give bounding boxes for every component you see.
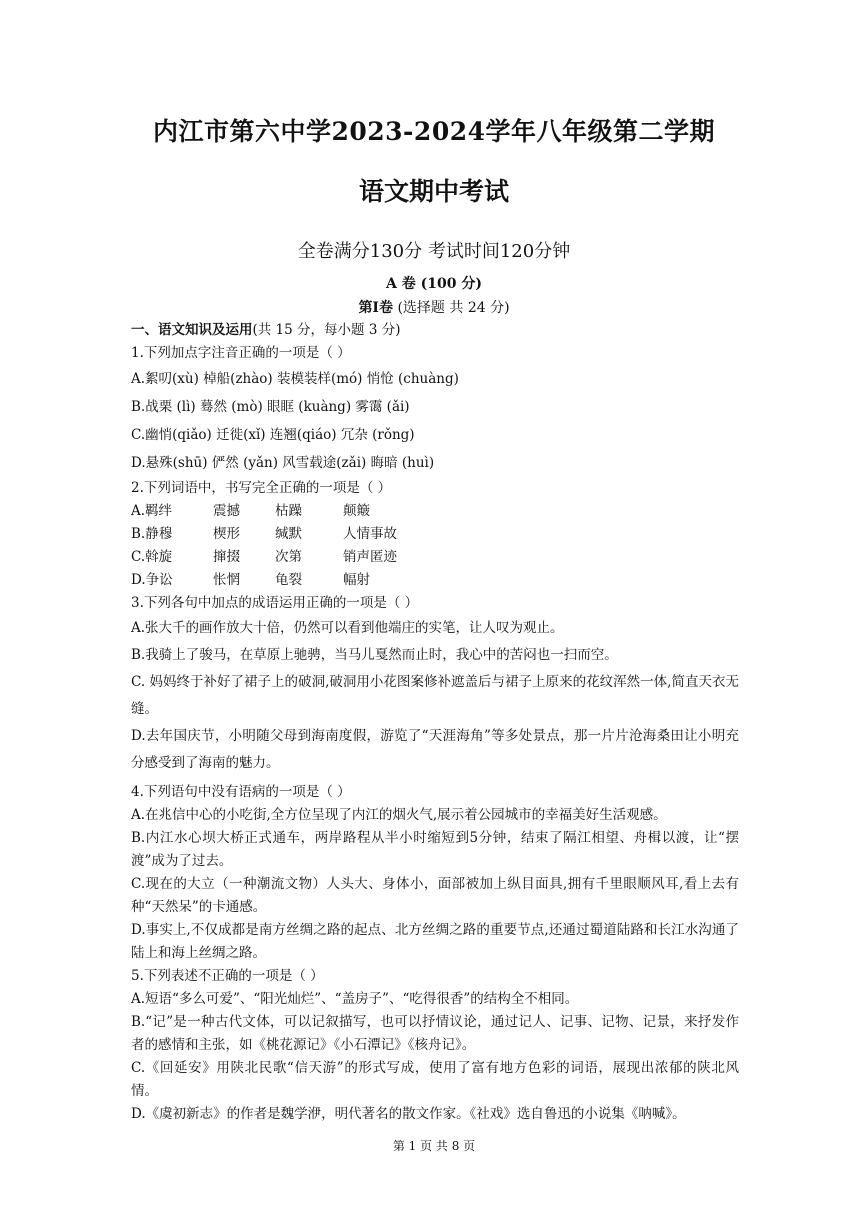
question-2-option-d [131,569,739,592]
question-3-option-a: A.张大千的画作放大十倍，仍然可以看到他端庄的实笔，让人叹为观止。 [131,620,564,636]
word: D.争讼 [131,572,173,588]
question-5-option-d: D.《虞初新志》的作者是魏学洢，明代著名的散文作家。《社戏》选自鲁迅的小说集《呐喊》。 [131,1106,686,1122]
question-4-option-b: B.内江水心坝大桥正式通车，两岸路程从半小时缩短到5分钟，结束了隔江相望、舟楫以渡，让“摆渡”成为了过去。 [131,830,739,869]
word: B.静穆 [131,526,173,542]
volume-heading [0,297,868,317]
question-3-stem: 3.下列各句中加点的成语运用正确的一项是（ ） [131,595,419,611]
word: A.羁绊 [131,503,173,519]
question-4-option-a: A.在兆信中心的小吃街,全方位呈现了内江的烟火气,展示着公园城市的幸福美好生活观感。 [131,807,667,823]
exam-title-line1: 内江市第六中学2023-2024学年八年级第二学期 [152,117,716,146]
question-1-stem: 1.下列加点字注音正确的一项是（ ） [131,345,351,361]
section-title: 一、语文知识及运用 [131,322,253,338]
question-4-stem: 4.下列语句中没有语病的一项是（ ） [131,784,351,800]
question-1-option-b: B.战栗 (lì) 蓦然 (mò) 眼眶 (kuàng) 雾霭 (ǎi) [131,399,410,415]
question-1-option-a: A.絮叨(xù) 棹船(zhào) 装模装样(mó) 悄怆 (chuàng) [131,371,459,387]
question-5-option-b: B.“记”是一种古代文体，可以记叙描写，也可以抒情议论，通过记人、记事、记物、记景，来抒发作者的感情和主张，如《桃花源记》《小石潭记》《核舟记》。 [131,1014,739,1053]
word: 龟裂 [275,572,302,588]
question-2-option-b [131,523,739,546]
word: 次第 [275,549,302,565]
question-5-stem: 5.下列表述不正确的一项是（ ） [131,968,324,984]
question-2-stem: 2.下列词语中，书写完全正确的一项是（ ） [131,480,392,496]
word: 销声匿迹 [343,549,397,565]
question-5-option-a: A.短语“多么可爱”、“阳光灿烂”、“盖房子”、“吃得很香”的结构全不相同。 [131,991,579,1007]
exam-subtitle: 全卷满分130分 考试时间120分钟 [297,241,571,262]
word: 颠簸 [343,503,370,519]
question-5-option-c: C.《回延安》用陕北民歌“信天游”的形式写成，使用了富有地方色彩的词语，展现出浓郁的陕北风情。 [131,1060,739,1099]
question-3-option-d: D.去年国庆节，小明随父母到海南度假，游览了“天涯海角”等多处景点，那一片片沧海桑田让小明充分感受到了海南的魅力。 [131,728,739,771]
exam-title-line2: 语文期中考试 [358,177,509,206]
word: 楔形 [213,526,240,542]
question-3-option-b: B.我骑上了骏马，在草原上驰骋，当马儿戛然而止时，我心中的苦闷也一扫而空。 [131,647,618,663]
question-4-option-c: C.现在的大立（一种潮流文物）人头大、身体小，面部被加上纵目面具,拥有千里眼顺风耳,看上去有种“天然呆”的卡通感。 [131,876,739,915]
section-heading [131,319,739,342]
exam-content [131,319,739,1126]
page-footer: 第 1 页 共 8 页 [392,1139,476,1153]
word: 撺掇 [213,549,240,565]
word: 幅射 [343,572,370,588]
word: C.斡旋 [131,549,173,565]
volume-label: 第Ⅰ卷 [358,300,393,316]
paper-a-heading: A 卷 (100 分) [386,276,482,292]
question-1-option-c: C.幽悄(qiǎo) 迁徙(xǐ) 连翘(qiáo) 冗杂 (rǒng) [131,427,415,443]
question-2-option-c [131,546,739,569]
word: 人情事故 [343,526,397,542]
question-3-option-c: C. 妈妈终于补好了裙子上的破洞,破洞用小花图案修补遮盖后与裙子上原来的花纹浑然一体,简直天衣无缝。 [131,674,739,717]
word: 怅惘 [213,572,240,588]
word: 枯躁 [275,503,302,519]
question-1-option-d: D.悬殊(shū) 俨然 (yǎn) 风雪载途(zǎi) 晦暗 (huì) [131,455,435,471]
section-note: (共 15 分，每小题 3 分) [252,322,401,338]
word: 震撼 [213,503,240,519]
word: 缄默 [275,526,302,542]
question-4-option-d: D.事实上,不仅成都是南方丝绸之路的起点、北方丝绸之路的重要节点,还通过蜀道陆路和长江水沟通了陆上和海上丝绸之路。 [131,922,739,961]
question-2-option-a [131,500,739,523]
volume-note: (选择题 共 24 分) [397,300,510,316]
